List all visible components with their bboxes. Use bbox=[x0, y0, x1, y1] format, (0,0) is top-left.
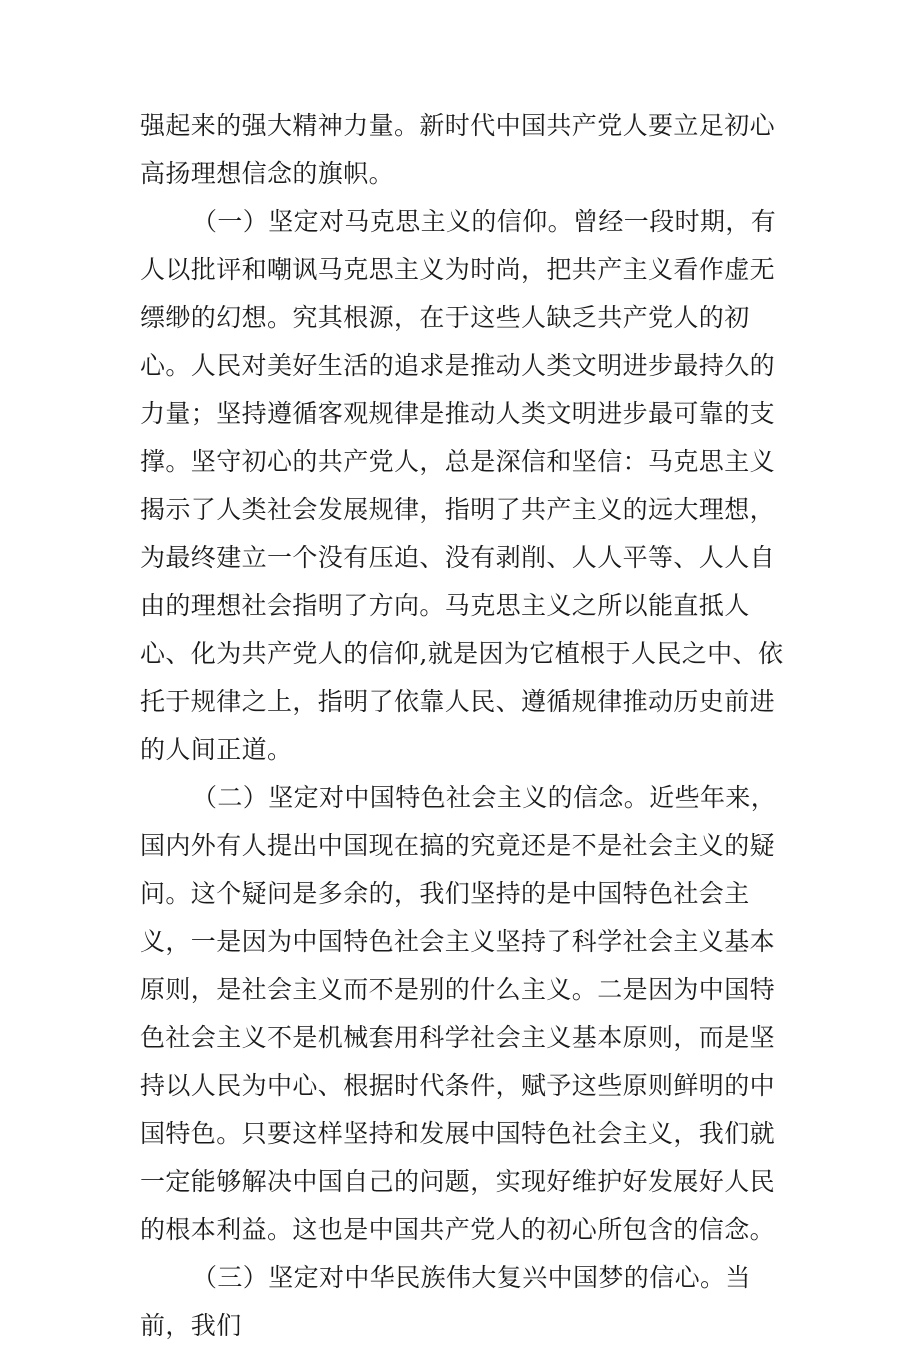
paragraph-section-three: （三）坚定对中华民族伟大复兴中国梦的信心。当前，我们 bbox=[140, 1263, 751, 1340]
document-body bbox=[140, 102, 792, 1350]
paragraph-section-one: （一）坚定对马克思主义的信仰。曾经一段时期，有人以批评和嘲讽马克思主义为时尚，把共产主义看作虚无缥缈的幻想。究其根源，在于这些人缺乏共产党人的初心。人民对美好生活的追求是推动人类文明进步最持久的力量；坚持遵循客观规律是推动人类文明进步最可靠的支撑。坚守初心的共产党人，总是深信和坚信：马克思主义揭示了人类社会发展规律，指明了共产主义的远大理想，为最终建立一个没有压迫、没有剥削、人人平等、人人自由的理想社会指明了方向。马克思主义之所以能直抵人心、化为共产党人的信仰,就是因为它植根于人民之中、依托于规律之上，指明了依靠人民、遵循规律推动历史前进的人间正道。 bbox=[140, 207, 784, 764]
paragraph-section-two: （二）坚定对中国特色社会主义的信念。近些年来，国内外有人提出中国现在搞的究竟还是不是社会主义的疑问。这个疑问是多余的，我们坚持的是中国特色社会主义，一是因为中国特色社会主义坚持了科学社会主义基本原则，是社会主义而不是别的什么主义。二是因为中国特色社会主义不是机械套用科学社会主义基本原则，而是坚持以人民为中心、根据时代条件，赋予这些原则鲜明的中国特色。只要这样坚持和发展中国特色社会主义，我们就一定能够解决中国自己的问题，实现好维护好发展好人民的根本利益。这也是中国共产党人的初心所包含的信念。 bbox=[140, 783, 777, 1244]
paragraph-continuation: 强起来的强大精神力量。新时代中国共产党人要立足初心高扬理想信念的旗帜。 bbox=[140, 111, 776, 188]
